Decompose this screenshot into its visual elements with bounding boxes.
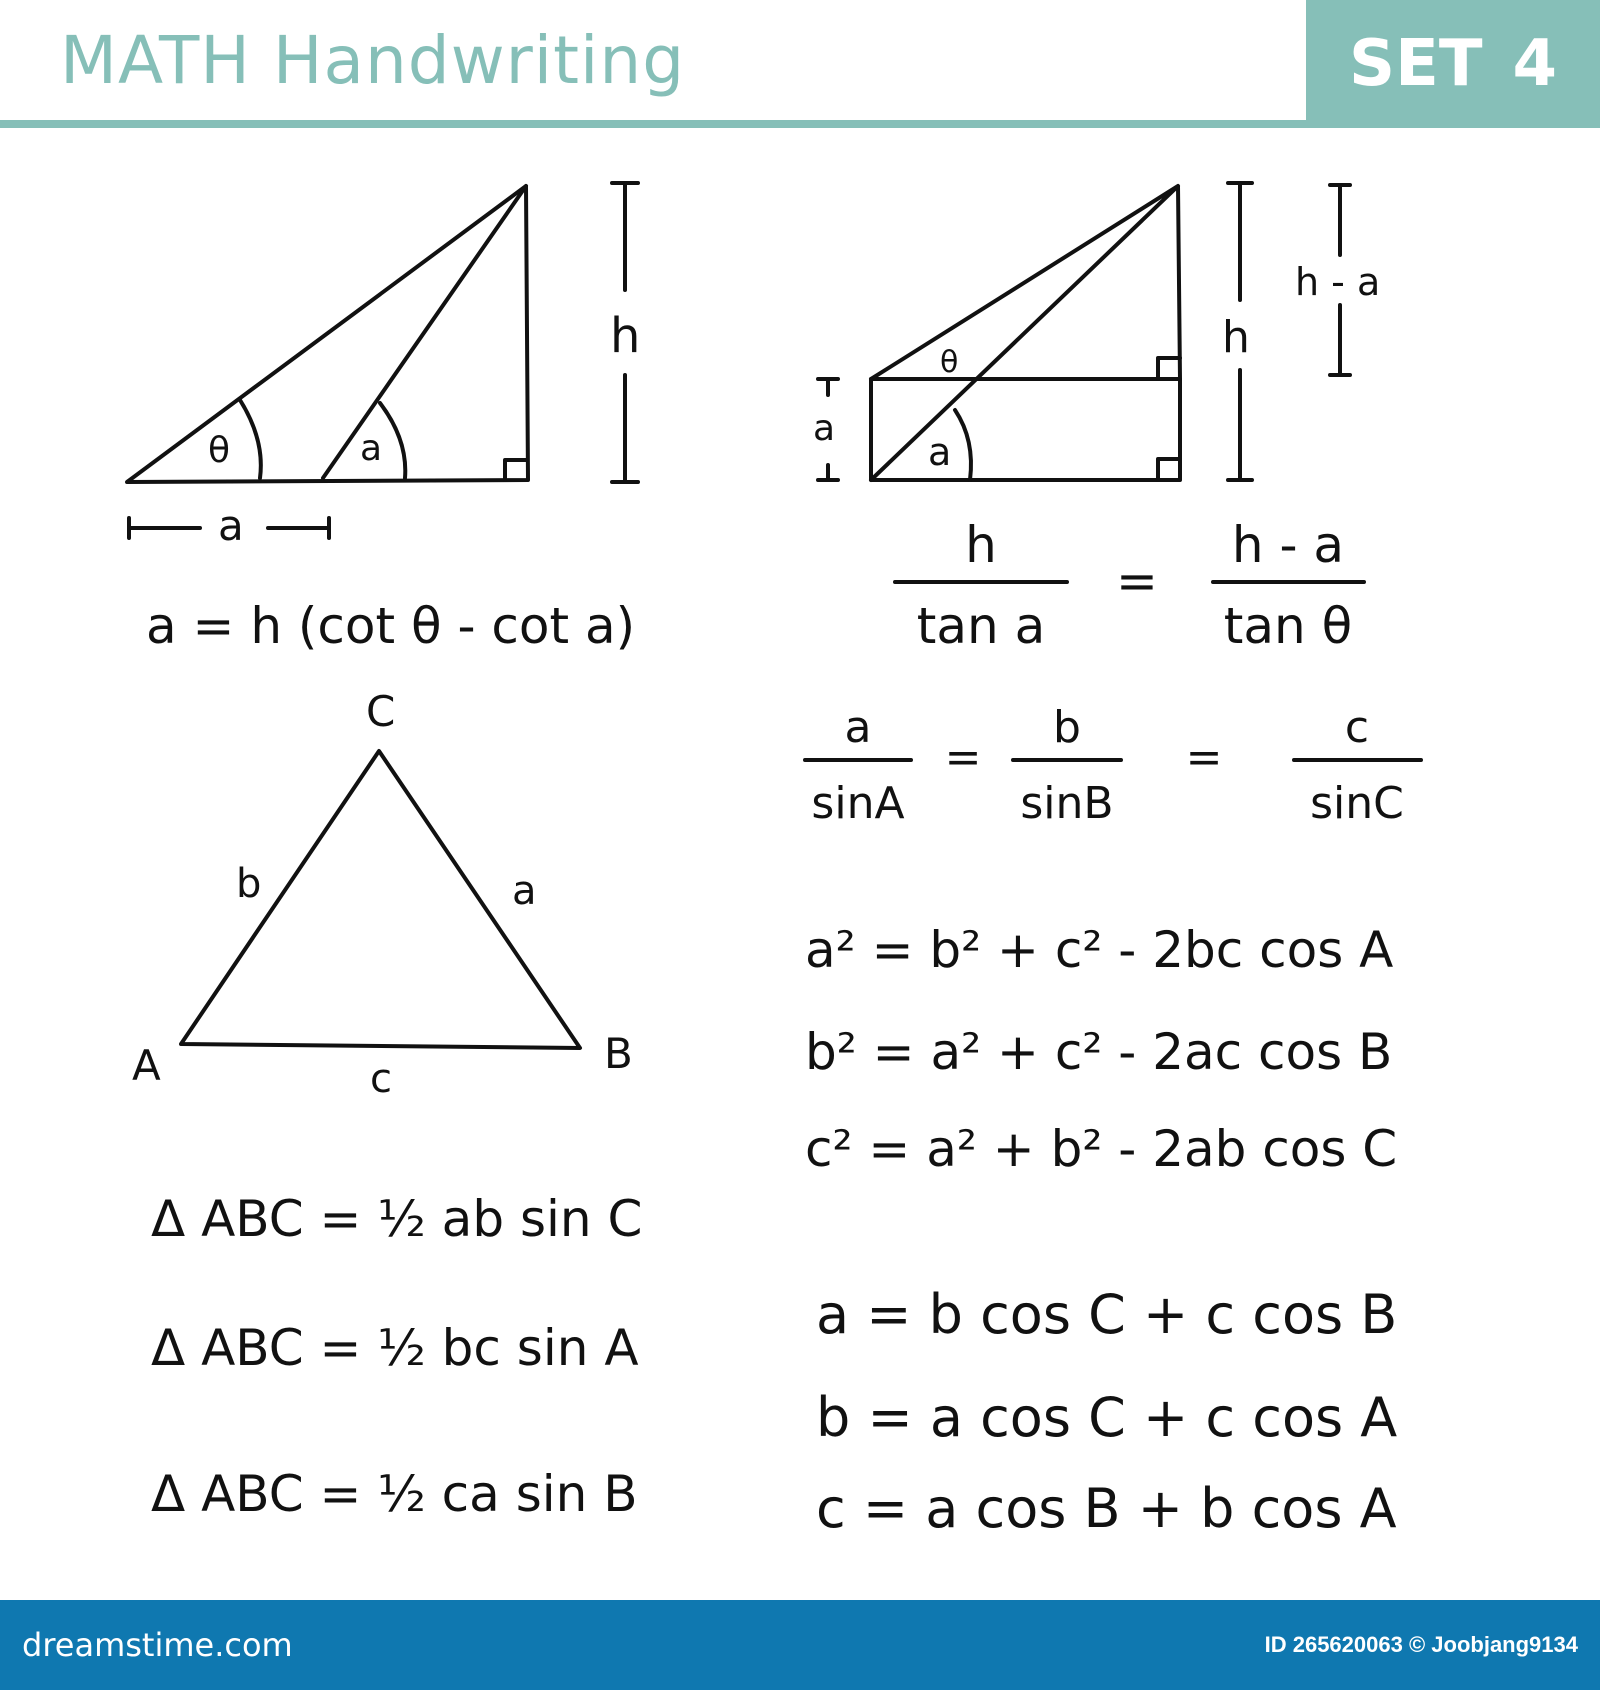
side-c-label: c bbox=[370, 1056, 392, 1102]
projection-formula-b: b = a cos C + c cos A bbox=[816, 1386, 1398, 1449]
sines-den-2: sinB bbox=[1020, 778, 1114, 829]
right-angle-mark bbox=[505, 460, 526, 480]
vertex-a-label: A bbox=[132, 1041, 161, 1090]
projection-formulas bbox=[816, 1283, 1397, 1540]
alpha-label: a bbox=[928, 430, 952, 474]
sines-num-2: b bbox=[1053, 702, 1081, 753]
cosine-formula-b: b² = a² + c² - 2ac cos B bbox=[805, 1023, 1393, 1081]
sines-num-3: c bbox=[1344, 702, 1370, 753]
diagram-cot-triangle bbox=[127, 183, 640, 655]
sines-den-3: sinC bbox=[1310, 778, 1404, 829]
image-credit: ID 265620063 © Joobjang9134 bbox=[1264, 1632, 1578, 1657]
equals-sign: = bbox=[1116, 552, 1158, 610]
equals-2: = bbox=[1185, 732, 1223, 783]
area-formulas bbox=[151, 1190, 642, 1523]
projection-formula-a: a = b cos C + c cos B bbox=[816, 1283, 1398, 1346]
alpha-arc bbox=[380, 403, 405, 478]
theta-label: θ bbox=[208, 430, 231, 471]
inner-line bbox=[323, 186, 526, 478]
alpha-arc bbox=[955, 410, 971, 480]
lhs-denominator: tan a bbox=[916, 597, 1046, 655]
cosine-formula-a: a² = b² + c² - 2bc cos A bbox=[805, 921, 1394, 979]
triangle-lines bbox=[871, 186, 1180, 480]
theta-arc bbox=[240, 400, 261, 478]
a-side-label: a bbox=[813, 408, 836, 449]
area-formula-2: Δ ABC = ½ bc sin A bbox=[151, 1319, 639, 1377]
rhs-numerator: h - a bbox=[1231, 516, 1345, 574]
triangle-abc bbox=[132, 687, 633, 1102]
sines-num-1: a bbox=[844, 702, 872, 753]
alpha-label: a bbox=[360, 428, 383, 469]
rectangle bbox=[871, 379, 1180, 480]
equals-1: = bbox=[944, 732, 982, 783]
vertex-b-label: B bbox=[604, 1029, 633, 1078]
page-title: MATH Handwriting bbox=[60, 22, 686, 99]
right-angle-marks bbox=[1158, 358, 1180, 480]
base-label: a bbox=[218, 501, 244, 550]
lhs-numerator: h bbox=[965, 516, 997, 574]
rhs-denominator: tan θ bbox=[1223, 597, 1353, 655]
set-number: 4 bbox=[1512, 27, 1557, 101]
diagram-tan-triangle bbox=[813, 183, 1380, 655]
cot-formula: a = h (cot θ - cot a) bbox=[146, 597, 636, 655]
sines-den-1: sinA bbox=[811, 778, 905, 829]
area-formula-3: Δ ABC = ½ ca sin B bbox=[151, 1465, 638, 1523]
area-formula-1: Δ ABC = ½ ab sin C bbox=[151, 1190, 643, 1248]
law-of-cosines bbox=[805, 921, 1397, 1178]
projection-formula-c: c = a cos B + b cos A bbox=[816, 1477, 1397, 1540]
cosine-formula-c: c² = a² + b² - 2ab cos C bbox=[805, 1120, 1398, 1178]
height-label: h bbox=[1222, 312, 1250, 363]
side-a-label: a bbox=[512, 868, 537, 914]
law-of-sines bbox=[805, 702, 1421, 829]
theta-label: θ bbox=[940, 345, 959, 380]
outer-triangle bbox=[127, 186, 528, 482]
vertex-c-label: C bbox=[366, 687, 396, 736]
footer-bar bbox=[0, 1600, 1600, 1690]
set-label: SET bbox=[1349, 27, 1483, 101]
dreamstime-logo[interactable]: dreamstime.com bbox=[22, 1626, 293, 1664]
side-b-label: b bbox=[236, 861, 262, 907]
h-minus-a-label: h - a bbox=[1295, 260, 1381, 304]
height-label: h bbox=[610, 308, 641, 364]
